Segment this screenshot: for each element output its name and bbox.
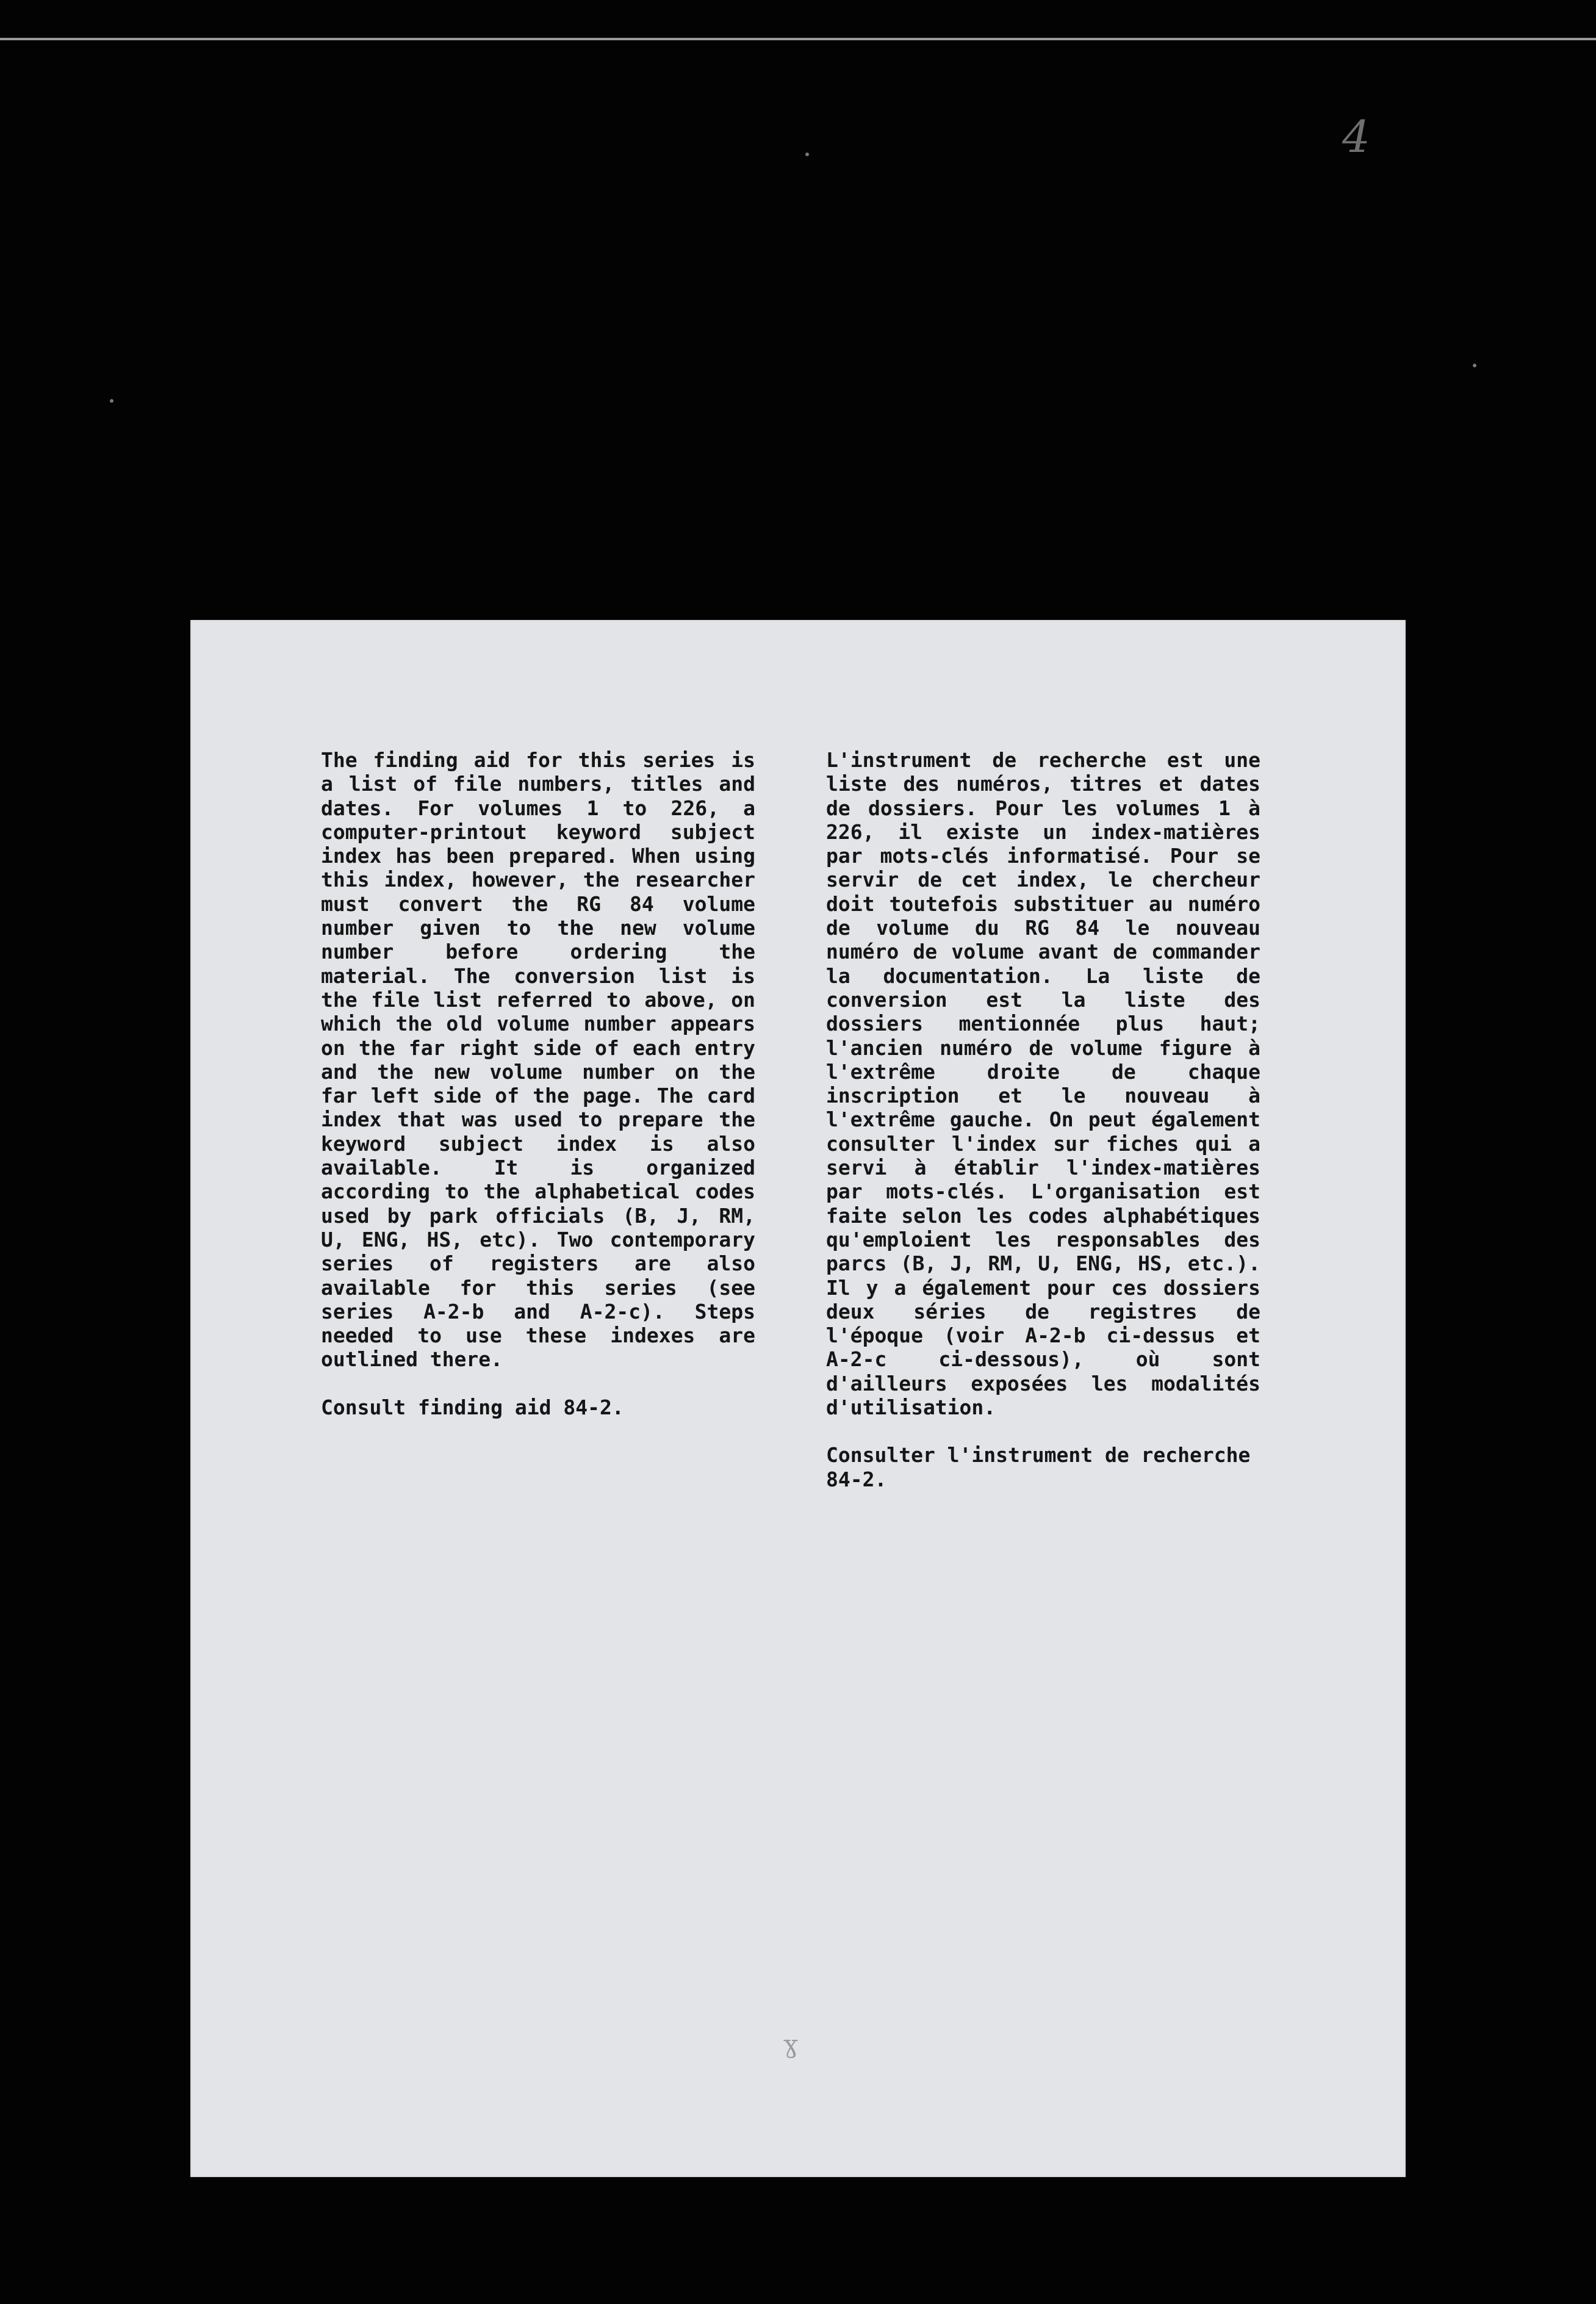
film-speck [1473, 364, 1476, 367]
french-consult-note: Consulter l'instrument de recherche 84-2. [826, 1443, 1251, 1491]
english-column [321, 748, 755, 1419]
film-speck [110, 399, 113, 403]
stray-pencil-mark: ɣ [783, 2031, 798, 2059]
english-consult-note: Consult finding aid 84-2. [321, 1395, 624, 1419]
film-speck [805, 153, 809, 156]
english-paragraph: The finding aid for this series is a list of file numbers, titles and dates. For volumes 1 to 226, a computer-printout keyword subject index has been prepared. When using this index, however, the researcher must convert the RG 84 volume number given to the new volume number before ordering the material. The conversion list is the file list referred to above, on which the old volume number appears on the far right side of each entry and the new volume number on the far left side of the page. The card index that was used to prepare the keyword subject index is also available. It is organized according to the alphabetical codes used by park officials (B, J, RM, U, ENG, HS, etc). Two contemporary series of registers are also available for this series (see series A-2-b and A-2-c). Steps needed to use these indexes are outlined there. [321, 748, 755, 1372]
french-column [826, 748, 1260, 1491]
film-edge-rule [0, 38, 1596, 40]
document-page [190, 620, 1406, 2177]
page-number: 4 [1342, 111, 1370, 162]
french-paragraph: L'instrument de recherche est une liste des numéros, titres et dates de dossiers. Pour les volumes 1 à 226, il existe un index-matières par mots-clés informatisé. Pour se servir de cet index, le chercheur doit toutefois substituer au numéro de volume du RG 84 le nouveau numéro de volume avant de commander la documentation. La liste de conversion est la liste des dossiers mentionnée plus haut; l'ancien numéro de volume figure à l'extrême droite de chaque inscription et le nouveau à l'extrême gauche. On peut également consulter l'index sur fiches qui a servi à établir l'index-matières par mots-clés. L'organisation est faite selon les codes alphabétiques qu'emploient les responsables des parcs (B, J, RM, U, ENG, HS, etc.). Il y a également pour ces dossiers deux séries de registres de l'époque (voir A-2-b ci-dessus et A-2-c ci-dessous), où sont d'ailleurs exposées les modalités d'utilisation. [826, 748, 1260, 1420]
